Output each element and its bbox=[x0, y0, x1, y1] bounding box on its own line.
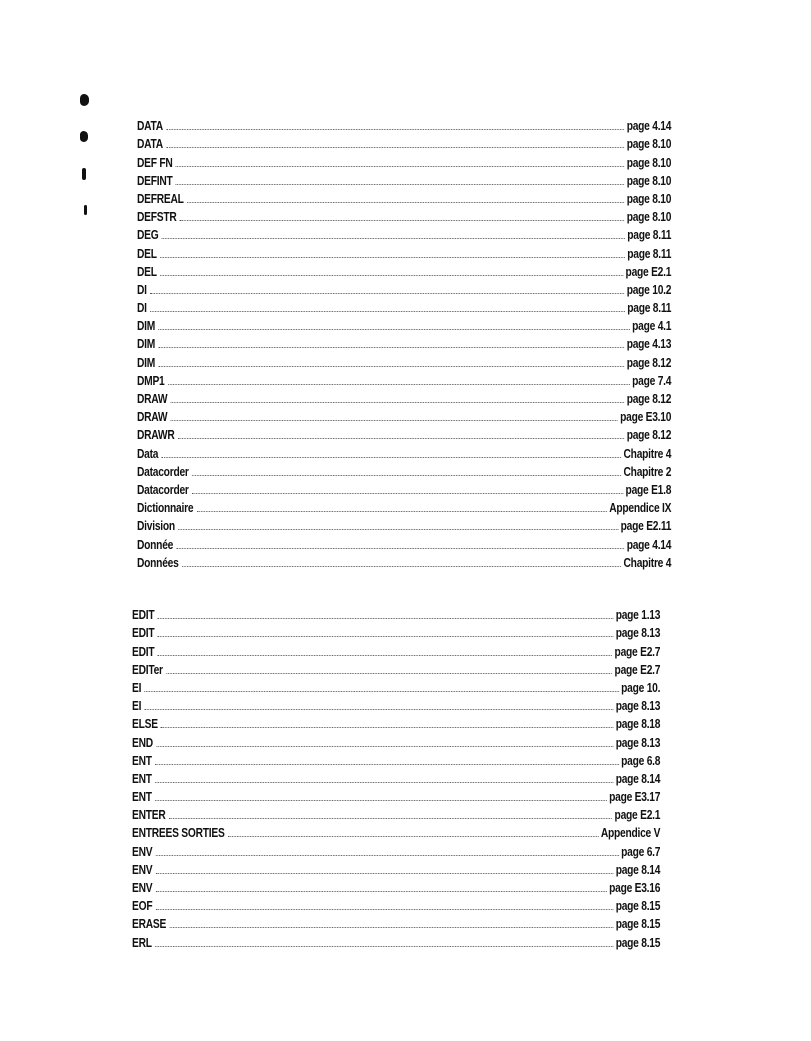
dot-leader bbox=[192, 475, 621, 476]
index-term: EDIT bbox=[132, 608, 155, 623]
dot-leader bbox=[156, 746, 613, 747]
index-term: DATA bbox=[137, 119, 163, 134]
index-term: ENT bbox=[132, 771, 152, 786]
dot-leader bbox=[182, 566, 621, 567]
index-entry bbox=[137, 317, 671, 335]
index-entry bbox=[137, 135, 671, 153]
index-page-reference: page 8.12 bbox=[626, 392, 672, 406]
index-term: DI bbox=[137, 301, 147, 316]
index-page-reference: page 8.15 bbox=[615, 935, 661, 950]
dot-leader bbox=[155, 800, 607, 801]
index-entry bbox=[132, 806, 660, 824]
dot-leader bbox=[162, 238, 625, 239]
dot-leader bbox=[155, 946, 613, 947]
index-page-reference: page 4.14 bbox=[626, 537, 672, 552]
index-page-reference: page 8.15 bbox=[615, 899, 661, 914]
index-page-reference: page E3.10 bbox=[620, 410, 672, 425]
index-entry bbox=[137, 172, 671, 190]
index-entry bbox=[137, 335, 671, 353]
dot-leader bbox=[155, 782, 613, 783]
index-term: DEFINT bbox=[137, 173, 173, 188]
index-entry bbox=[137, 463, 671, 481]
index-entry bbox=[137, 117, 671, 135]
dot-leader bbox=[178, 529, 618, 530]
dot-leader bbox=[158, 636, 614, 637]
index-entry bbox=[132, 697, 660, 715]
index-entry bbox=[137, 190, 671, 208]
dot-leader bbox=[150, 293, 624, 294]
index-entry bbox=[132, 624, 660, 642]
index-entry bbox=[137, 517, 671, 535]
index-term: ENV bbox=[132, 862, 153, 877]
index-entry bbox=[132, 861, 660, 879]
binding-hole-mark bbox=[82, 168, 86, 180]
index-page-reference: page 10. bbox=[621, 680, 661, 695]
index-entry bbox=[137, 444, 671, 462]
dot-leader bbox=[192, 493, 623, 494]
dot-leader bbox=[169, 818, 612, 819]
dot-leader bbox=[156, 909, 614, 910]
index-entry bbox=[137, 353, 671, 371]
index-page-reference: Appendice IX bbox=[609, 501, 672, 516]
index-page-reference: page E2.1 bbox=[625, 264, 672, 279]
dot-leader bbox=[160, 257, 625, 258]
index-term: ENV bbox=[132, 844, 153, 859]
index-page-reference: page 8.11 bbox=[627, 246, 672, 261]
index-term: ENV bbox=[132, 881, 153, 895]
index-entry bbox=[137, 390, 671, 408]
index-page-reference: page 8.14 bbox=[615, 771, 661, 786]
index-page-reference: page 7.4 bbox=[632, 373, 672, 388]
index-term: DI bbox=[137, 282, 147, 297]
dot-leader bbox=[150, 311, 625, 312]
index-page-reference: page 4.1 bbox=[632, 319, 672, 334]
index-term: ENT bbox=[132, 790, 152, 805]
index-term: Données bbox=[137, 555, 179, 570]
dot-leader bbox=[166, 147, 624, 148]
index-page-reference: page E2.7 bbox=[614, 662, 661, 677]
index-entry bbox=[132, 661, 660, 679]
index-page-reference: page 8.14 bbox=[615, 862, 661, 877]
index-page-reference: page 8.10 bbox=[626, 155, 672, 170]
index-page-reference: page E3.17 bbox=[609, 790, 661, 805]
index-entry bbox=[132, 879, 660, 897]
index-page-reference: page E2.1 bbox=[614, 808, 661, 823]
dot-leader bbox=[158, 329, 629, 330]
index-term: DIM bbox=[137, 355, 156, 370]
index-entry bbox=[137, 372, 671, 390]
index-entry bbox=[137, 535, 671, 553]
index-page-reference: page E2.11 bbox=[620, 519, 672, 534]
index-entry bbox=[132, 733, 660, 751]
dot-leader bbox=[156, 873, 614, 874]
index-term: EI bbox=[132, 699, 142, 714]
dot-leader bbox=[176, 548, 624, 549]
dot-leader bbox=[176, 166, 624, 167]
index-page-reference: page 10.2 bbox=[626, 282, 672, 297]
index-term: ERASE bbox=[132, 917, 167, 932]
index-entry bbox=[137, 499, 671, 517]
dot-leader bbox=[161, 727, 613, 728]
index-page-reference: page 8.10 bbox=[626, 191, 672, 206]
dot-leader bbox=[155, 764, 619, 765]
index-page-reference: page 8.13 bbox=[615, 735, 661, 750]
index-page-reference: page 6.7 bbox=[621, 844, 661, 859]
index-entry bbox=[132, 824, 660, 842]
dot-leader bbox=[197, 511, 607, 512]
index-entry bbox=[137, 226, 671, 244]
index-section-e bbox=[132, 606, 660, 952]
index-term: Division bbox=[137, 519, 175, 534]
index-entry bbox=[132, 679, 660, 697]
index-term: DEFSTR bbox=[137, 210, 177, 225]
index-page-reference: page 8.11 bbox=[627, 228, 672, 243]
index-page-reference: page 8.15 bbox=[615, 917, 661, 932]
dot-leader bbox=[144, 691, 618, 692]
dot-leader bbox=[228, 836, 599, 837]
index-term: DIM bbox=[137, 337, 156, 352]
dot-leader bbox=[171, 420, 618, 421]
index-page-reference: page 8.18 bbox=[615, 717, 661, 732]
dot-leader bbox=[158, 347, 624, 348]
index-entry bbox=[137, 426, 671, 444]
index-term: EI bbox=[132, 680, 142, 695]
index-entry bbox=[132, 933, 660, 951]
index-page-reference: page 8.12 bbox=[626, 428, 672, 443]
index-term: Datacorder bbox=[137, 464, 189, 479]
index-entry bbox=[137, 263, 671, 281]
index-entry bbox=[132, 788, 660, 806]
index-entry bbox=[137, 408, 671, 426]
index-page-reference: page 8.10 bbox=[626, 210, 672, 225]
dot-leader bbox=[176, 184, 624, 185]
index-page-reference: page 4.14 bbox=[626, 119, 672, 134]
dot-leader bbox=[168, 384, 630, 385]
index-term: EDITer bbox=[132, 662, 163, 677]
index-page-reference: Chapitre 4 bbox=[623, 446, 672, 461]
index-section-d bbox=[137, 117, 671, 572]
index-term: DRAW bbox=[137, 392, 168, 406]
index-term: DEF FN bbox=[137, 155, 173, 170]
dot-leader bbox=[178, 438, 624, 439]
dot-leader bbox=[158, 655, 612, 656]
index-term: DEL bbox=[137, 246, 157, 261]
binding-hole-mark bbox=[80, 131, 88, 142]
index-term: ELSE bbox=[132, 717, 158, 732]
index-term: END bbox=[132, 735, 153, 750]
index-entry bbox=[132, 842, 660, 860]
binding-hole-mark bbox=[80, 94, 89, 106]
index-term: DRAWR bbox=[137, 428, 175, 443]
dot-leader bbox=[162, 457, 622, 458]
index-term: Dictionnaire bbox=[137, 501, 194, 516]
index-page-reference: page 4.13 bbox=[626, 337, 672, 352]
index-term: Donnée bbox=[137, 537, 174, 552]
index-page-reference: page 6.8 bbox=[621, 753, 661, 768]
index-term: EOF bbox=[132, 899, 153, 914]
dot-leader bbox=[156, 891, 607, 892]
index-entry bbox=[137, 299, 671, 317]
index-term: DEG bbox=[137, 228, 159, 243]
index-entry bbox=[137, 153, 671, 171]
index-page-reference: page 8.13 bbox=[615, 626, 661, 641]
index-term: DEL bbox=[137, 264, 157, 279]
index-entry bbox=[132, 752, 660, 770]
index-term: ENT bbox=[132, 753, 152, 768]
dot-leader bbox=[166, 129, 624, 130]
index-term: ENTREES SORTIES bbox=[132, 826, 225, 841]
dot-leader bbox=[156, 855, 619, 856]
index-entry bbox=[137, 554, 671, 572]
dot-leader bbox=[166, 673, 612, 674]
index-term: ERL bbox=[132, 935, 152, 950]
index-page-reference: page 8.10 bbox=[626, 137, 672, 152]
index-page-reference: page 8.13 bbox=[615, 699, 661, 714]
dot-leader bbox=[180, 220, 624, 221]
index-term: EDIT bbox=[132, 644, 155, 659]
index-term: Datacorder bbox=[137, 482, 189, 497]
dot-leader bbox=[158, 618, 614, 619]
index-term: DRAW bbox=[137, 410, 168, 425]
index-term: ENTER bbox=[132, 808, 166, 823]
index-page-reference: page E3.16 bbox=[609, 881, 661, 895]
index-term: DEFREAL bbox=[137, 191, 184, 206]
index-page-reference: Appendice V bbox=[600, 826, 661, 841]
index-entry bbox=[132, 642, 660, 660]
index-entry bbox=[132, 715, 660, 733]
index-entry bbox=[137, 244, 671, 262]
index-page-reference: Chapitre 2 bbox=[623, 464, 672, 479]
index-page-reference: page 8.12 bbox=[626, 355, 672, 370]
dot-leader bbox=[144, 709, 613, 710]
index-term: DIM bbox=[137, 319, 156, 334]
index-page-reference: page 1.13 bbox=[615, 608, 661, 623]
index-entry bbox=[137, 481, 671, 499]
index-page-reference: page E2.7 bbox=[614, 644, 661, 659]
dot-leader bbox=[187, 202, 624, 203]
index-entry bbox=[132, 606, 660, 624]
index-entry bbox=[132, 770, 660, 788]
index-entry bbox=[137, 281, 671, 299]
dot-leader bbox=[158, 366, 624, 367]
index-page-reference: Chapitre 4 bbox=[623, 555, 672, 570]
index-entry bbox=[132, 915, 660, 933]
index-term: EDIT bbox=[132, 626, 155, 641]
index-term: DMP1 bbox=[137, 373, 165, 388]
index-page-reference: page 8.10 bbox=[626, 173, 672, 188]
dot-leader bbox=[169, 927, 613, 928]
dot-leader bbox=[160, 275, 623, 276]
index-page-reference: page 8.11 bbox=[627, 301, 672, 316]
binding-hole-mark bbox=[84, 205, 87, 215]
index-term: Data bbox=[137, 446, 159, 461]
index-term: DATA bbox=[137, 137, 163, 152]
index-entry bbox=[132, 897, 660, 915]
dot-leader bbox=[171, 402, 625, 403]
index-page-reference: page E1.8 bbox=[625, 482, 672, 497]
index-entry bbox=[137, 208, 671, 226]
